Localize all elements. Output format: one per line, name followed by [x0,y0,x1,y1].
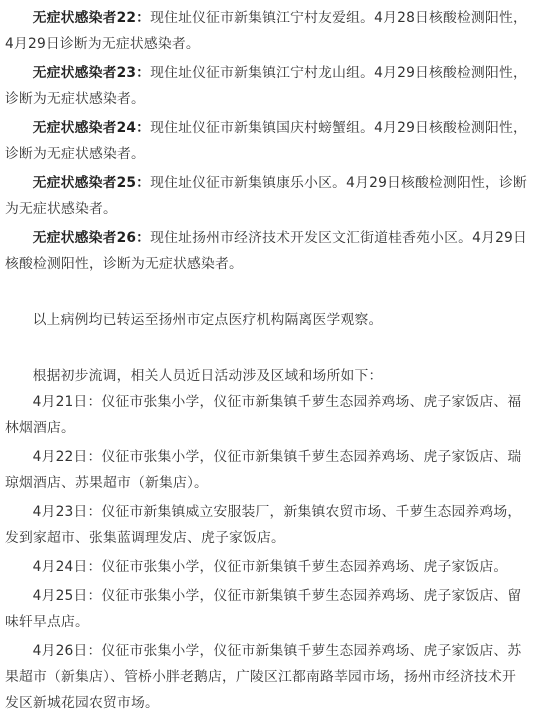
case-paragraph-23 [5,60,529,112]
case-text: 现住址仪征市新集镇江宁村友爱组。4月28日核酸检测阳性，4月29日诊断为无症状感染者。 [5,10,528,52]
place-paragraph-0425: 4月25日：仪征市张集小学，仪征市新集镇千萝生态园养鸡场、虎子家饭店、留味轩早点店。 [5,588,522,630]
place-paragraph-0426: 4月26日：仪征市张集小学，仪征市新集镇千萝生态园养鸡场、虎子家饭店、苏果超市（新集店）、管桥小胖老鹅店，广陵区江都南路莘园市场，扬州市经济技术开发区新城花园农贸市场。 [5,643,522,711]
transfer-note: 以上病例均已转运至扬州市定点医疗机构隔离医学观察。 [32,312,383,328]
case-paragraph-24 [5,115,529,167]
trace-intro: 根据初步流调，相关人员近日活动涉及区域和场所如下： [32,368,383,384]
case-label: 无症状感染者23： [32,65,151,81]
case-label: 无症状感染者22： [32,10,151,26]
case-text: 现住址仪征市新集镇国庆村螃蟹组。4月29日核酸检测阳性，诊断为无症状感染者。 [5,120,528,162]
case-text: 现住址仪征市新集镇江宁村龙山组。4月29日核酸检测阳性，诊断为无症状感染者。 [5,65,528,107]
case-paragraph-22 [5,5,529,57]
place-paragraph-0424: 4月24日：仪征市张集小学，仪征市新集镇千萝生态园养鸡场、虎子家饭店。 [32,559,508,575]
case-label: 无症状感染者24： [32,120,151,136]
place-paragraph-0421: 4月21日：仪征市张集小学，仪征市新集镇千萝生态园养鸡场、虎子家饭店、福林烟酒店。 [5,394,522,436]
place-paragraph-0422: 4月22日：仪征市张集小学，仪征市新集镇千萝生态园养鸡场、虎子家饭店、瑞琼烟酒店、苏果超市（新集店）。 [5,449,522,491]
case-label: 无症状感染者26： [32,230,151,246]
case-text: 现住址仪征市新集镇康乐小区。4月29日核酸检测阳性，诊断为无症状感染者。 [5,175,528,217]
case-label: 无症状感染者25： [32,175,151,191]
case-paragraph-25 [5,170,529,222]
case-text: 现住址扬州市经济技术开发区文汇街道桂香苑小区。4月29日核酸检测阳性，诊断为无症状感染者。 [5,230,528,272]
case-paragraph-26 [5,225,529,277]
place-paragraph-0423: 4月23日：仪征市新集镇威立安服装厂，新集镇农贸市场、千萝生态园养鸡场，发到家超市、张集蓝调理发店、虎子家饭店。 [5,504,522,546]
